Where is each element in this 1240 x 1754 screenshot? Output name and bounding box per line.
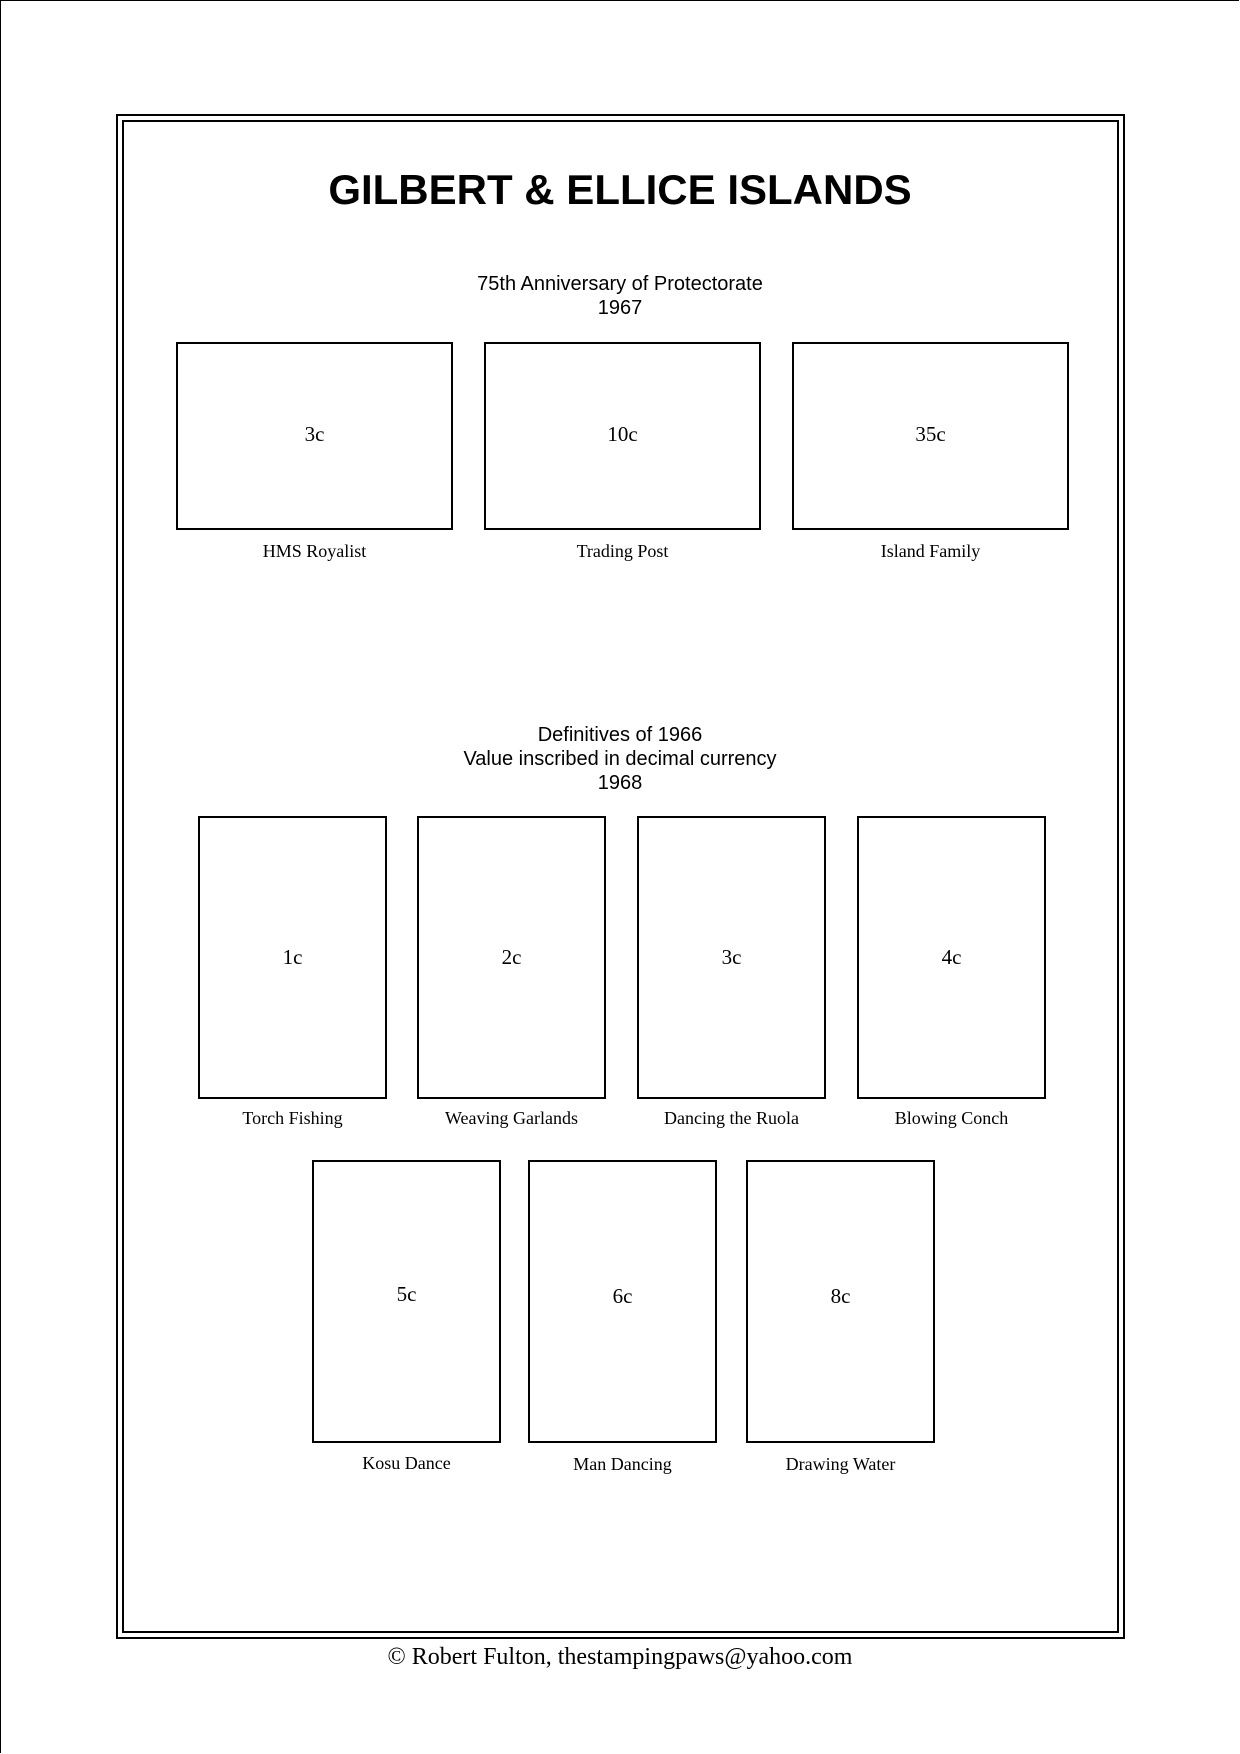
stamp-caption: Drawing Water xyxy=(785,1454,896,1474)
stamp-box xyxy=(198,816,387,1099)
section-heading-line: 75th Anniversary of Protectorate xyxy=(477,273,763,295)
stamp-box xyxy=(312,1160,501,1443)
page-title: GILBERT & ELLICE ISLANDS xyxy=(328,166,912,213)
section-heading-line: Value inscribed in decimal currency xyxy=(463,748,777,770)
stamp-box xyxy=(417,816,606,1099)
stamp-box xyxy=(637,816,826,1099)
stamp-caption: Kosu Dance xyxy=(362,1453,451,1473)
copyright-footer: © Robert Fulton, thestampingpaws@yahoo.com xyxy=(387,1644,853,1670)
stamp-caption: Blowing Conch xyxy=(894,1108,1009,1128)
section-heading-definitives xyxy=(0,723,1240,795)
stamp-caption: Man Dancing xyxy=(573,1454,672,1474)
stamp-value: 8c xyxy=(830,1284,851,1308)
stamp-caption: Island Family xyxy=(880,541,981,561)
stamp-value: 35c xyxy=(915,422,946,446)
stamp-caption: Trading Post xyxy=(576,541,669,561)
stamp-box xyxy=(528,1160,717,1443)
section-heading-line: Definitives of 1966 xyxy=(537,724,703,746)
stamp-value: 4c xyxy=(941,945,962,969)
stamp-caption: Torch Fishing xyxy=(242,1108,343,1128)
stamp-box xyxy=(857,816,1046,1099)
stamp-value: 3c xyxy=(721,945,742,969)
section-heading-line: 1967 xyxy=(597,297,643,319)
section-heading-protectorate xyxy=(0,272,1240,320)
stamp-caption: Weaving Garlands xyxy=(444,1108,578,1128)
stamp-box xyxy=(176,342,453,530)
stamp-caption: HMS Royalist xyxy=(262,541,367,561)
stamp-caption: Dancing the Ruola xyxy=(664,1108,799,1128)
stamp-box xyxy=(792,342,1069,530)
stamp-value: 10c xyxy=(607,422,638,446)
stamp-value: 6c xyxy=(612,1284,633,1308)
stamp-value: 1c xyxy=(282,945,303,969)
stamp-value: 3c xyxy=(304,422,325,446)
stamp-box xyxy=(484,342,761,530)
section-heading-line: 1968 xyxy=(597,772,643,794)
stamp-value: 5c xyxy=(396,1282,417,1306)
stamp-value: 2c xyxy=(501,945,522,969)
stamp-box xyxy=(746,1160,935,1443)
